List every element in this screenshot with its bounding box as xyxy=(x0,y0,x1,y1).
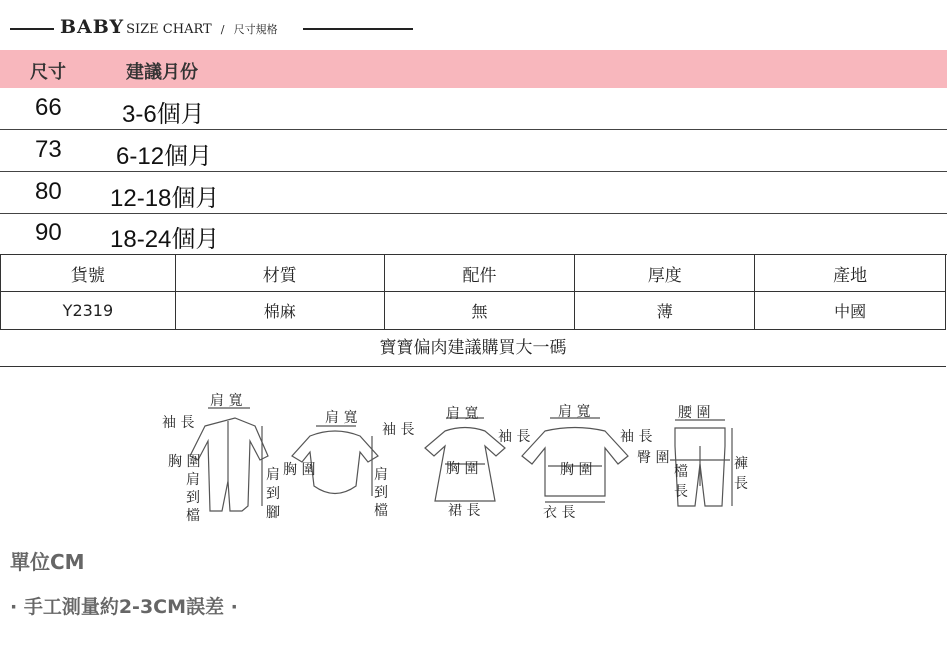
size-row xyxy=(0,213,947,255)
header-accessories: 配件 xyxy=(384,255,575,292)
label-shoulder-to-crotch: 到 xyxy=(186,490,200,506)
label-shoulder-to-foot: 腳 xyxy=(266,505,280,521)
size-value: 90 xyxy=(35,219,62,246)
label-chest: 胸 圍 xyxy=(560,462,593,478)
value-origin: 中國 xyxy=(755,292,946,330)
title-bar xyxy=(0,14,947,44)
label-shoulder-width: 肩 寬 xyxy=(558,404,591,420)
month-value: 12-18個月 xyxy=(110,185,220,212)
size-value: 80 xyxy=(35,178,62,205)
title-line-right xyxy=(303,28,413,30)
header-size: 尺寸 xyxy=(30,62,66,83)
header-origin: 產地 xyxy=(755,255,946,292)
size-advice-note: 寶寶偏肉建議購買大一碼 xyxy=(0,330,946,367)
title-baby: BABY xyxy=(60,16,125,38)
long-romper-illustration xyxy=(190,408,268,511)
month-value: 3-6個月 xyxy=(122,101,205,128)
header-thickness: 厚度 xyxy=(575,255,755,292)
size-row xyxy=(0,130,947,172)
label-shoulder-to-crotch: 檔 xyxy=(186,508,200,524)
label-sleeve-length: 袖 長 xyxy=(162,415,195,431)
label-shoulder-to-crotch: 肩 xyxy=(374,467,388,483)
header-item-no: 貨號 xyxy=(1,255,176,292)
label-shoulder-width: 肩 寬 xyxy=(446,406,479,422)
label-crotch-length: 檔 xyxy=(674,464,688,480)
label-sleeve-length: 袖 長 xyxy=(382,422,415,438)
label-chest: 胸 圍 xyxy=(446,461,479,477)
month-value: 6-12個月 xyxy=(116,143,213,170)
title-cn: 尺寸規格 xyxy=(233,23,278,36)
value-material: 棉麻 xyxy=(175,292,384,330)
measurement-error-note: · 手工測量約2-3CM誤差 · xyxy=(10,596,238,618)
label-waist: 腰 圍 xyxy=(678,405,711,421)
title-separator: / xyxy=(220,23,225,36)
measurement-diagram xyxy=(150,386,750,536)
label-shoulder-to-crotch: 肩 xyxy=(186,472,200,488)
label-chest: 胸 圍 xyxy=(168,454,201,470)
size-table-header xyxy=(0,50,947,88)
label-shoulder-width: 肩 寬 xyxy=(325,410,358,426)
info-header-row xyxy=(1,255,946,292)
month-value: 18-24個月 xyxy=(110,226,220,253)
size-row xyxy=(0,172,947,214)
title-sub: SIZE CHART xyxy=(126,22,212,37)
size-value: 73 xyxy=(35,136,62,163)
label-crotch-length: 長 xyxy=(674,484,688,500)
bodysuit-illustration xyxy=(292,426,378,496)
label-shoulder-to-foot: 肩 xyxy=(266,467,280,483)
unit-label: 單位CM xyxy=(10,550,85,574)
label-shoulder-to-crotch: 到 xyxy=(374,485,388,501)
value-accessories: 無 xyxy=(384,292,575,330)
dress-illustration xyxy=(425,418,505,501)
label-pants-length: 長 xyxy=(734,476,748,492)
label-chest: 胸 圍 xyxy=(283,462,316,478)
header-months: 建議月份 xyxy=(126,62,198,83)
info-value-row xyxy=(1,292,946,330)
label-garment-length: 衣 長 xyxy=(543,505,576,521)
header-material: 材質 xyxy=(175,255,384,292)
label-sleeve-length: 袖 長 xyxy=(620,429,653,445)
size-chart-title xyxy=(60,16,278,38)
label-sleeve-length: 袖 長 xyxy=(498,429,531,445)
product-info-table xyxy=(0,254,946,330)
title-line-left xyxy=(10,28,54,30)
label-shoulder-width: 肩 寬 xyxy=(210,393,243,409)
label-hip: 臀 圍 xyxy=(637,450,670,466)
top-illustration xyxy=(522,418,628,502)
size-value: 66 xyxy=(35,94,62,121)
value-thickness: 薄 xyxy=(575,292,755,330)
label-shoulder-to-foot: 到 xyxy=(266,486,280,502)
label-shoulder-to-crotch: 檔 xyxy=(374,503,388,519)
label-pants-length: 褲 xyxy=(734,456,748,472)
value-item-no: Y2319 xyxy=(1,292,176,330)
label-skirt-length: 裙 長 xyxy=(448,503,481,519)
size-row xyxy=(0,88,947,130)
